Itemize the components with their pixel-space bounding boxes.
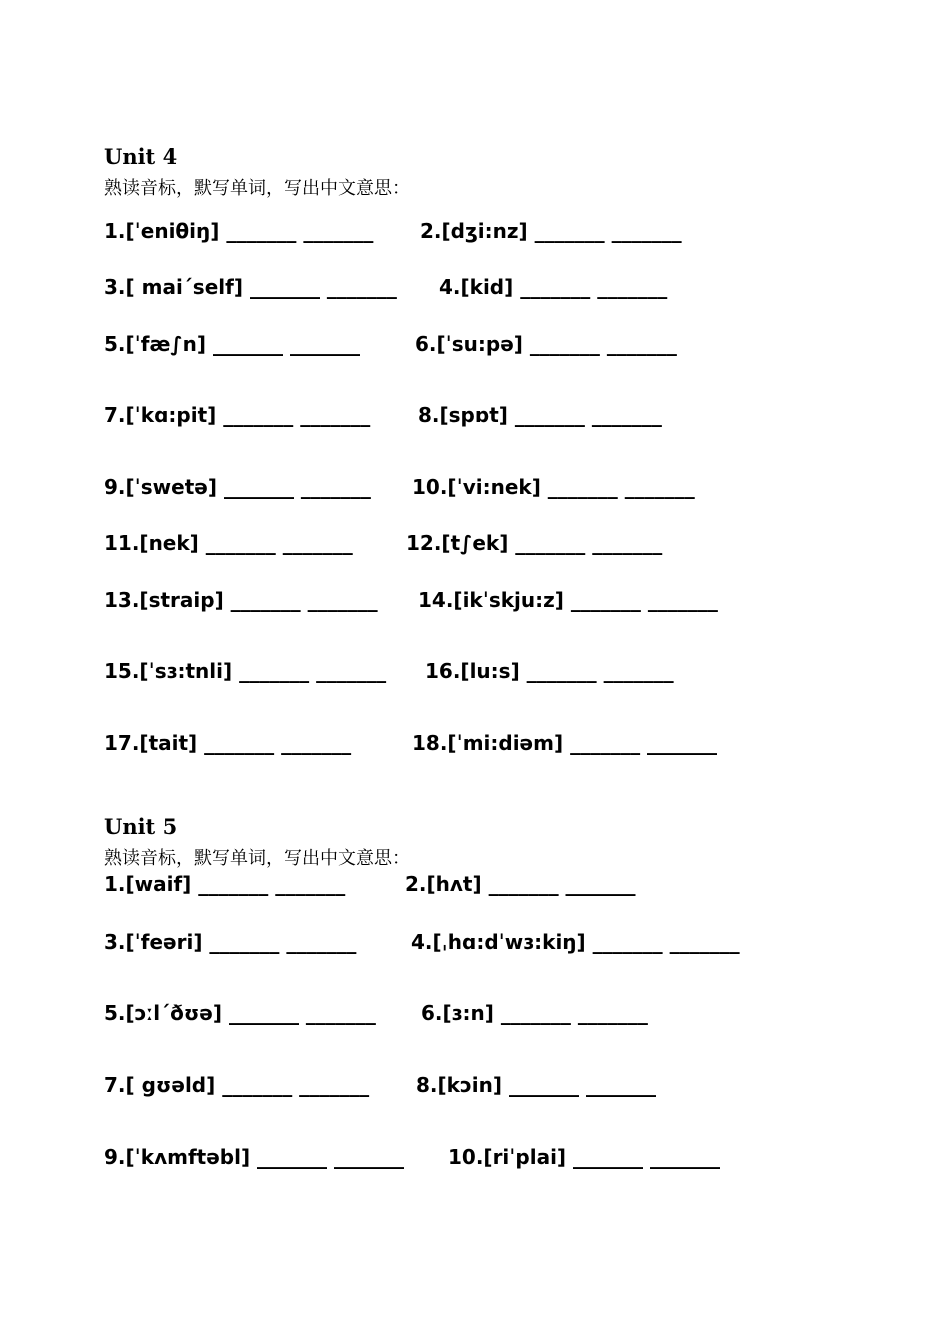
unit-4-item-8: 8.[spɒt] _______ _______ (418, 403, 662, 427)
unit-5-instruction: 熟读音标，默写单词，写出中文意思： (104, 848, 410, 869)
unit-5-item-2: 2.[hʌt] _______ _______ (405, 872, 636, 896)
unit-4-title: Unit 4 (104, 144, 178, 169)
unit-5-item-6: 6.[ɜ:n] _______ _______ (421, 1001, 648, 1025)
unit-4-item-16: 16.[lu:s] _______ _______ (425, 659, 674, 683)
unit-5-item-4: 4.[ˌhɑ:dˈwɜ:kiŋ] _______ _______ (411, 930, 740, 954)
unit-4-item-5: 5.[ˈfæ∫n] _______ _______ (104, 332, 360, 356)
unit-5-item-3: 3.[ˈfeəri] _______ _______ (104, 930, 357, 954)
unit-4-item-4: 4.[kid] _______ _______ (439, 275, 668, 299)
unit-4-item-14: 14.[ikˈskju:z] _______ _______ (418, 588, 718, 612)
unit-5-item-8: 8.[kɔin] _______ _______ (416, 1073, 656, 1097)
unit-4-item-3: 3.[ mai´self] _______ _______ (104, 275, 397, 299)
unit-4-item-18: 18.[ˈmi:diəm] _______ _______ (412, 731, 718, 755)
unit-4-item-2: 2.[dʒi:nz] _______ _______ (420, 219, 682, 243)
unit-4-item-11: 11.[nek] _______ _______ (104, 531, 353, 555)
unit-4-item-17: 17.[tait] _______ _______ (104, 731, 352, 755)
unit-4-item-9: 9.[ˈswetə] _______ _______ (104, 475, 371, 499)
unit-4-instruction: 熟读音标，默写单词，写出中文意思： (104, 178, 410, 199)
unit-4-item-13: 13.[straip] _______ _______ (104, 588, 378, 612)
unit-4-item-7: 7.[ˈkɑ:pit] _______ _______ (104, 403, 371, 427)
unit-4-item-10: 10.[ˈvi:nek] _______ _______ (412, 475, 695, 499)
unit-4-item-6: 6.[ˈsu:pə] _______ _______ (415, 332, 677, 356)
unit-4-item-1: 1.[ˈeniθiŋ] _______ _______ (104, 219, 374, 243)
unit-5-item-9: 9.[ˈkʌmftəbl] _______ _______ (104, 1145, 405, 1169)
unit-5-item-1: 1.[waif] _______ _______ (104, 872, 346, 896)
unit-4-item-15: 15.[ˈsɜ:tnli] _______ _______ (104, 659, 387, 683)
unit-5-item-7: 7.[ gʊəld] _______ _______ (104, 1073, 370, 1097)
unit-5-title: Unit 5 (104, 814, 178, 839)
unit-5-item-10: 10.[riˈplai] _______ _______ (448, 1145, 721, 1169)
unit-5-item-5: 5.[ɔːl´ðʊə] _______ _______ (104, 1001, 376, 1025)
unit-4-item-12: 12.[t∫ek] _______ _______ (406, 531, 663, 555)
